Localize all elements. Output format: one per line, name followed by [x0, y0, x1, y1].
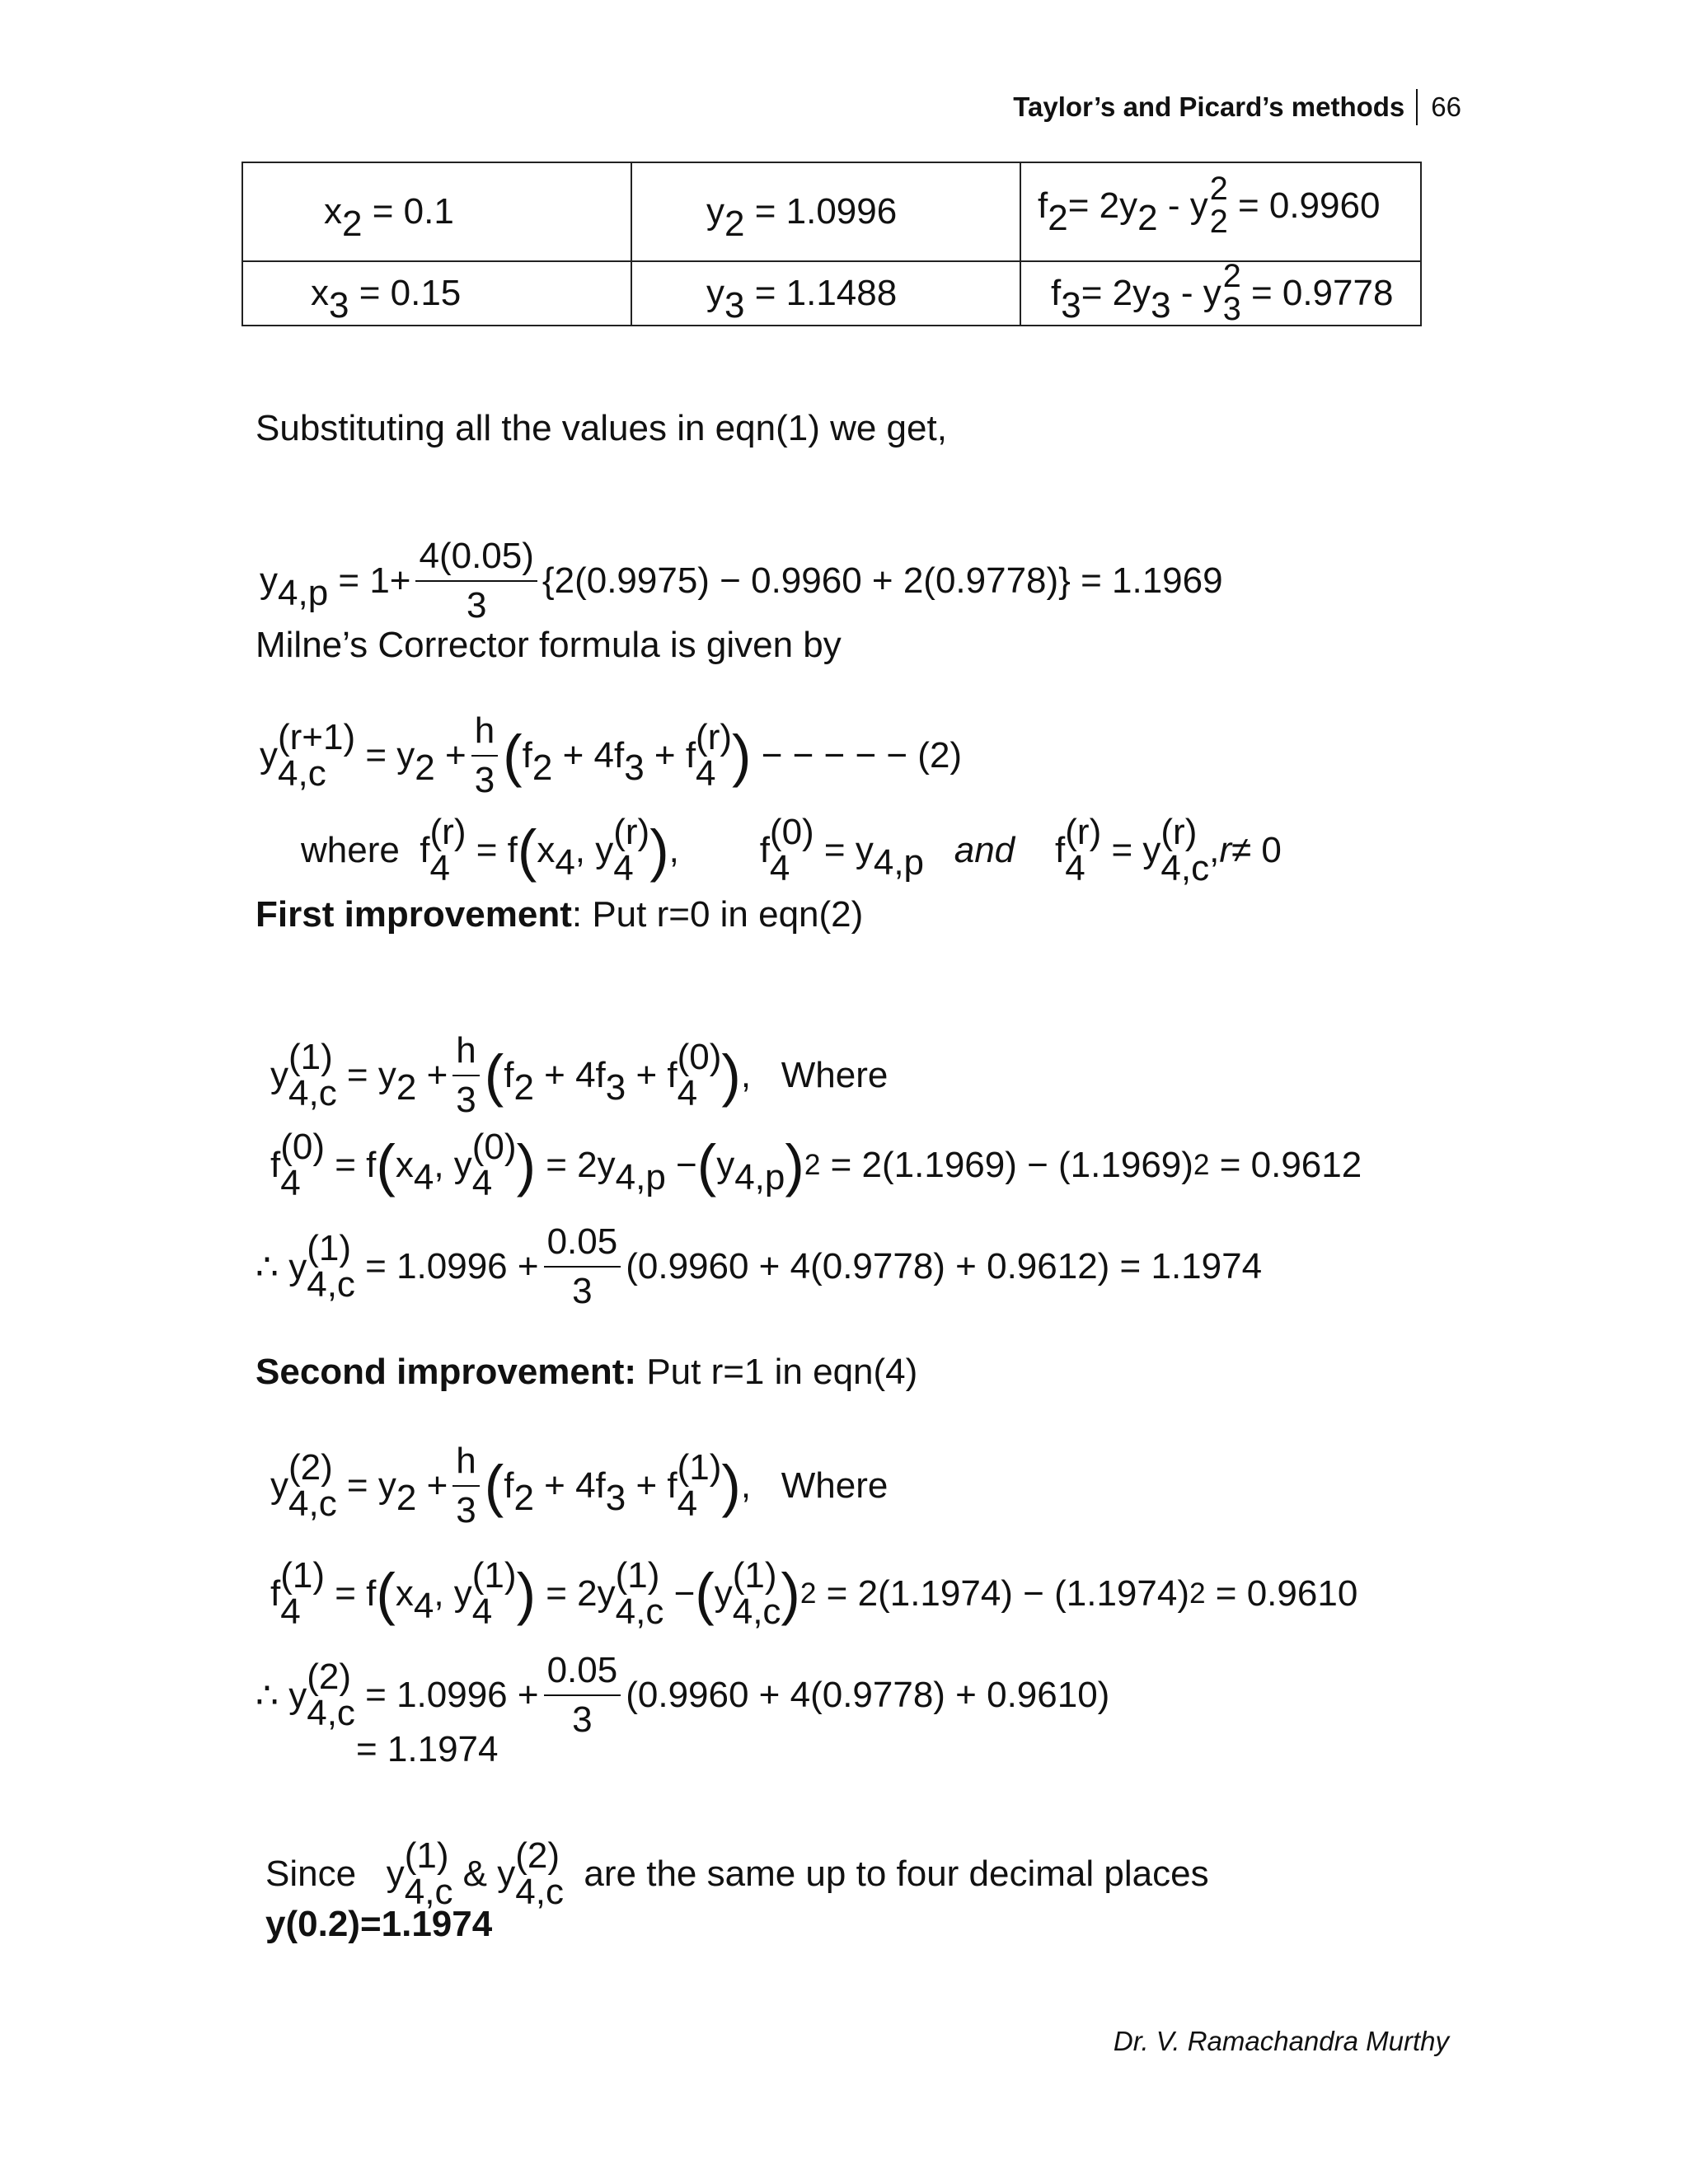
table-cell-y2: [631, 162, 1020, 261]
x3-value: x 3 = 0.15: [311, 273, 462, 326]
first-improvement-line: [256, 894, 863, 935]
f3-value: f 3 = 2y 3 - y 2 3 = 0.9778: [1051, 258, 1394, 327]
first-eq3: ∴ y (1) 4,c = 1.0996 + $\frac{0.05}{3}$ (0.9960 + 4(0.9778) + 0.9612) = 1.1974: [256, 1221, 1263, 1311]
since-line: Since y (1) 4,c & y (2) 4,c are the same up to four decimal places: [265, 1835, 1209, 1912]
second-eq2: f (1) 4 = f ( x 4 , y (1) 4 ) = 2y (1) 4,c − ( y (1) 4,c ) 2 = 2(1.1974) − (1.1974) 2 = 0.9610: [270, 1555, 1358, 1632]
predictor-equation: y 4,p = 1+ $\frac{4(0.05)}{3}$ {2(0.9975) − 0.9960 + 2(0.9778)} = 1.1969: [260, 536, 1223, 626]
corrector-intro: Milne’s Corrector formula is given by: [256, 625, 842, 665]
corrector-equation: y (r+1) 4,c = y 2 + $\frac{h}{3}$ ( f 2 + 4f 3 + f (r) 4 ) − − − − − (2): [260, 710, 963, 800]
table-cell-x2: [242, 162, 631, 261]
values-table: [241, 162, 1422, 326]
second-improvement-text: Put r=1 in eqn(4): [636, 1352, 918, 1392]
x2-value: x 2 = 0.1: [324, 191, 454, 245]
second-eq4: = 1.1974: [356, 1729, 499, 1769]
intro-text: Substituting all the values in eqn(1) we get,: [256, 408, 947, 448]
table-row: [242, 162, 1421, 261]
page-header: [1013, 89, 1461, 125]
page-number: 66: [1416, 89, 1461, 125]
y2-value: y 2 = 1.0996: [706, 191, 898, 245]
footer-author: Dr. V. Ramachandra Murthy: [1113, 2026, 1449, 2056]
table-cell-y3: [631, 261, 1020, 326]
final-result: y(0.2)=1.1974: [265, 1904, 493, 1944]
header-title: Taylor’s and Picard’s methods: [1013, 91, 1405, 122]
second-eq1: y (2) 4,c = y 2 + $\frac{h}{3}$ ( f 2 + 4f 3 + f (1) 4 ) , Where: [270, 1441, 889, 1530]
table-row: [242, 261, 1421, 326]
table-cell-x3: [242, 261, 631, 326]
second-eq3: ∴ y (2) 4,c = 1.0996 + $\frac{0.05}{3}$ (0.9960 + 4(0.9778) + 0.9610): [256, 1650, 1110, 1740]
first-eq1: y (1) 4,c = y 2 + $\frac{h}{3}$ ( f 2 + 4f 3 + f (0) 4 ) , Where: [270, 1030, 889, 1120]
y3-value: y 3 = 1.1488: [706, 273, 898, 326]
table-cell-f3: [1020, 258, 1421, 327]
second-improvement-label: Second improvement:: [256, 1352, 637, 1392]
where-equation: where f (r) 4 = f ( x 4 , y (r) 4 ) , f (0) 4 = y 4,p and f (r) 4 = y (r) 4,c , r ≠ 0: [301, 812, 1282, 888]
first-improvement-label: First improvement: [256, 894, 572, 935]
f2-value: f 2 = 2y 2 - y 2 2 = 0.9960: [1038, 171, 1381, 240]
first-eq2: f (0) 4 = f ( x 4 , y (0) 4 ) = 2y 4,p − ( y 4,p ) 2 = 2(1.1969) − (1.1969) 2 = 0.9612: [270, 1127, 1362, 1203]
first-improvement-text: : Put r=0 in eqn(2): [571, 894, 864, 935]
second-improvement-line: [256, 1352, 917, 1393]
table-cell-f2: [1020, 162, 1421, 261]
